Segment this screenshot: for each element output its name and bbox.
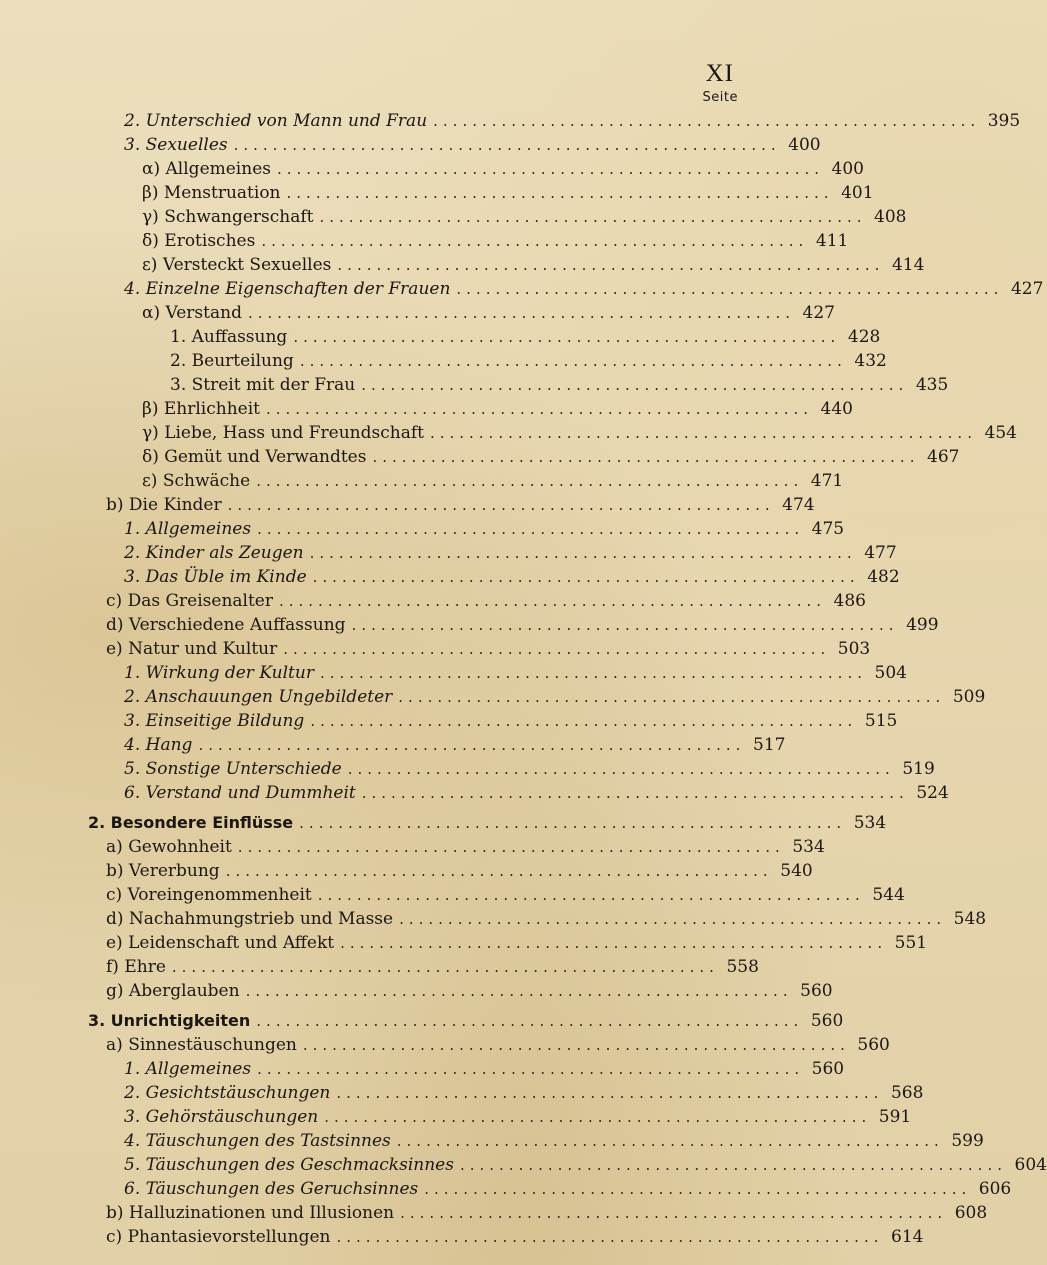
- leader-dots: ........................................................: [429, 424, 977, 442]
- toc-entry-page: 504: [874, 663, 907, 683]
- toc-entry-page: 540: [780, 861, 813, 881]
- leader-dots: ........................................................: [278, 592, 826, 610]
- toc-entry-number: c): [106, 1227, 123, 1247]
- toc-entry-number: 2.: [124, 1083, 141, 1103]
- toc-entry: [124, 566, 900, 588]
- toc-entry-page: 400: [831, 159, 864, 179]
- toc-entry: [124, 542, 897, 564]
- leader-dots: ........................................................: [233, 136, 781, 154]
- leader-dots: ........................................................: [319, 208, 867, 226]
- leader-dots: ........................................................: [293, 328, 841, 346]
- toc-entry-number: 2.: [124, 111, 141, 131]
- toc-entry-number: δ): [142, 231, 159, 251]
- toc-entry-number: δ): [142, 447, 159, 467]
- leader-dots: ........................................................: [324, 1108, 872, 1126]
- toc-entry-title: Voreingenommenheit: [127, 885, 312, 905]
- toc-entry-title: Natur und Kultur: [128, 639, 278, 659]
- toc-entry-title: Aberglauben: [128, 981, 240, 1001]
- toc-entry-page: 517: [753, 735, 786, 755]
- leader-dots: ........................................................: [372, 448, 920, 466]
- leader-dots: ........................................................: [265, 400, 813, 418]
- toc-entry-page: 544: [872, 885, 905, 905]
- toc-entry-title: Täuschungen des Geruchsinnes: [145, 1179, 419, 1199]
- seite-column-label: Seite: [702, 90, 738, 105]
- toc-entry: [124, 1178, 1012, 1200]
- toc-entry-number: 6.: [124, 783, 141, 803]
- toc-entry: [142, 398, 853, 420]
- toc-entry-page: 614: [891, 1227, 924, 1247]
- toc-entry: [124, 662, 907, 684]
- toc-entry: [106, 1202, 988, 1224]
- toc-entry-title: Phantasievorstellungen: [127, 1227, 331, 1247]
- toc-entry-page: 411: [815, 231, 849, 251]
- leader-dots: ........................................................: [319, 664, 867, 682]
- toc-entry: [124, 710, 898, 732]
- toc-entry-number: β): [142, 399, 159, 419]
- toc-entry-number: 3.: [124, 135, 141, 155]
- toc-entry-number: b): [106, 1203, 124, 1223]
- toc-entry-number: 4.: [124, 279, 141, 299]
- toc-entry-number: f): [106, 957, 119, 977]
- toc-entry-title: Schwäche: [162, 471, 251, 491]
- toc-entry: [106, 956, 759, 978]
- toc-entry-title: Ehre: [124, 957, 166, 977]
- leader-dots: ........................................................: [433, 112, 981, 130]
- toc-entry-page: 606: [978, 1179, 1012, 1199]
- leader-dots: ........................................................: [299, 814, 847, 832]
- toc-entry-number: e): [106, 933, 123, 953]
- toc-entry-page: 440: [820, 399, 853, 419]
- toc-entry-number: γ): [142, 207, 159, 227]
- leader-dots: ........................................................: [283, 640, 831, 658]
- leader-dots: ........................................................: [171, 958, 719, 976]
- toc-entry-title: Verstand und Dummheit: [145, 783, 356, 803]
- leader-dots: ........................................................: [261, 232, 809, 250]
- toc-entry-page: 551: [894, 933, 928, 953]
- toc-entry: [124, 1106, 912, 1128]
- toc-entry-title: Liebe, Hass und Freundschaft: [164, 423, 424, 443]
- toc-entry-page: 503: [837, 639, 871, 659]
- roman-page-number: XI: [705, 60, 734, 87]
- toc-entry: [142, 206, 907, 228]
- leader-dots: ........................................................: [456, 280, 1004, 298]
- toc-entry-title: Ehrlichheit: [163, 399, 260, 419]
- leader-dots: ........................................................: [257, 520, 805, 538]
- toc-entry: [106, 980, 833, 1002]
- leader-dots: ........................................................: [317, 886, 865, 904]
- leader-dots: ........................................................: [256, 1012, 804, 1030]
- toc-entry-page: 467: [927, 447, 960, 467]
- toc-entry-page: 534: [853, 813, 887, 833]
- leader-dots: ........................................................: [361, 376, 909, 394]
- leader-dots: ........................................................: [336, 1084, 884, 1102]
- toc-entry: [88, 1010, 844, 1032]
- toc-entry-title: Gesichtstäuschungen: [145, 1083, 331, 1103]
- toc-entry-number: ε): [142, 255, 158, 275]
- toc-entry-page: 435: [915, 375, 949, 395]
- toc-entry-number: 1.: [124, 1059, 141, 1079]
- toc-entry-page: 591: [878, 1107, 912, 1127]
- toc-entry-page: 599: [951, 1131, 984, 1151]
- toc-entry-title: Erotisches: [164, 231, 256, 251]
- toc-entry-title: Unterschied von Mann und Frau: [145, 111, 428, 131]
- toc-entry-number: 2.: [88, 813, 106, 832]
- toc-entry-page: 524: [916, 783, 949, 803]
- leader-dots: ........................................................: [424, 1180, 972, 1198]
- toc-entry-title: Gemüt und Verwandtes: [164, 447, 367, 467]
- leader-dots: ........................................................: [396, 1132, 944, 1150]
- toc-entry-page: 475: [811, 519, 845, 539]
- toc-entry-page: 482: [867, 567, 900, 587]
- toc-entry-number: 4.: [124, 1131, 141, 1151]
- leader-dots: ........................................................: [399, 910, 947, 928]
- toc-entry-title: Schwangerschaft: [164, 207, 314, 227]
- toc-entry-number: e): [106, 639, 123, 659]
- toc-entry-title: Vererbung: [128, 861, 220, 881]
- toc-entry-number: 5.: [124, 759, 141, 779]
- toc-entry-title: Sinnestäuschungen: [128, 1035, 297, 1055]
- toc-entry: [142, 158, 864, 180]
- toc-entry-page: 560: [800, 981, 833, 1001]
- toc-entry-page: 509: [952, 687, 986, 707]
- toc-entry-number: 5.: [124, 1155, 141, 1175]
- toc-entry: [142, 182, 874, 204]
- toc-entry: [170, 374, 949, 396]
- toc-entry-page: 499: [906, 615, 939, 635]
- toc-entry-title: Kinder als Zeugen: [145, 543, 304, 563]
- toc-entry-title: Beurteilung: [191, 351, 294, 371]
- toc-entry-number: g): [106, 981, 124, 1001]
- toc-entry: [124, 110, 1021, 132]
- toc-entry: [88, 812, 887, 834]
- toc-entry-number: d): [106, 615, 124, 635]
- leader-dots: ........................................................: [398, 688, 946, 706]
- toc-entry-page: 414: [891, 255, 925, 275]
- toc-entry-number: 3.: [124, 711, 141, 731]
- leader-dots: ........................................................: [347, 760, 895, 778]
- toc-entry-title: Einzelne Eigenschaften der Frauen: [145, 279, 451, 299]
- leader-dots: ........................................................: [351, 616, 899, 634]
- toc-entry-title: Die Kinder: [128, 495, 222, 515]
- leader-dots: ........................................................: [256, 472, 804, 490]
- toc-entry: [124, 734, 786, 756]
- leader-dots: ........................................................: [310, 712, 858, 730]
- toc-entry-number: 3.: [124, 567, 141, 587]
- leader-dots: ........................................................: [309, 544, 857, 562]
- toc-entry-page: 515: [864, 711, 898, 731]
- toc-entry-number: 2.: [124, 687, 141, 707]
- toc-entry-title: Das Üble im Kinde: [145, 567, 307, 587]
- toc-entry: [142, 254, 925, 276]
- leader-dots: ........................................................: [361, 784, 909, 802]
- toc-entry-title: Sonstige Unterschiede: [145, 759, 342, 779]
- toc-entry: [106, 614, 939, 636]
- toc-entry: [106, 494, 815, 516]
- toc-entry-title: Wirkung der Kultur: [145, 663, 314, 683]
- toc-entry: [124, 134, 821, 156]
- toc-entry-number: b): [106, 495, 124, 515]
- toc-entry-title: Versteckt Sexuelles: [162, 255, 332, 275]
- toc-entry-page: 427: [802, 303, 835, 323]
- toc-entry: [106, 860, 813, 882]
- leader-dots: ........................................................: [336, 1228, 884, 1246]
- toc-entry-number: 3.: [88, 1011, 106, 1030]
- toc-entry-number: c): [106, 885, 123, 905]
- toc-entry-page: 568: [890, 1083, 924, 1103]
- leader-dots: ........................................................: [312, 568, 860, 586]
- toc-entry-number: 2.: [170, 351, 187, 371]
- toc-entry: [142, 422, 1017, 444]
- toc-entry-page: 548: [953, 909, 987, 929]
- toc-entry-number: 6.: [124, 1179, 141, 1199]
- leader-dots: ........................................................: [340, 934, 888, 952]
- toc-entry-page: 428: [847, 327, 881, 347]
- toc-entry-number: α): [142, 303, 161, 323]
- toc-entry-title: Hang: [145, 735, 193, 755]
- toc-entry-title: Gehörstäuschungen: [145, 1107, 319, 1127]
- toc-entry-number: a): [106, 837, 123, 857]
- leader-dots: ........................................................: [237, 838, 785, 856]
- toc-entry: [124, 758, 935, 780]
- toc-entry: [106, 836, 825, 858]
- leader-dots: ........................................................: [337, 256, 885, 274]
- toc-entry: [106, 638, 871, 660]
- toc-entry-title: Allgemeines: [145, 1059, 252, 1079]
- toc-entry-title: Täuschungen des Tastsinnes: [145, 1131, 391, 1151]
- toc-entry: [142, 470, 844, 492]
- leader-dots: ........................................................: [459, 1156, 1007, 1174]
- toc-entry: [142, 230, 849, 252]
- toc-entry-page: 534: [792, 837, 825, 857]
- toc-entry-title: Täuschungen des Geschmacksinnes: [145, 1155, 454, 1175]
- toc-entry-number: 3.: [124, 1107, 141, 1127]
- toc-entry-page: 519: [902, 759, 935, 779]
- toc-entry: [170, 326, 881, 348]
- toc-entry: [142, 446, 960, 468]
- toc-entry-number: γ): [142, 423, 159, 443]
- toc-entry: [106, 932, 928, 954]
- toc-entry: [124, 1058, 845, 1080]
- toc-entry-title: Anschauungen Ungebildeter: [145, 687, 393, 707]
- toc-entry-number: c): [106, 591, 123, 611]
- toc-entry-page: 474: [782, 495, 815, 515]
- toc-entry-page: 432: [854, 351, 887, 371]
- leader-dots: ........................................................: [198, 736, 746, 754]
- leader-dots: ........................................................: [302, 1036, 850, 1054]
- toc-entry-number: 1.: [124, 519, 141, 539]
- toc-entry-title: Unrichtigkeiten: [110, 1011, 251, 1030]
- toc-entry: [124, 1154, 1047, 1176]
- toc-entry-title: Das Greisenalter: [127, 591, 273, 611]
- toc-entry-number: b): [106, 861, 124, 881]
- leader-dots: ........................................................: [257, 1060, 805, 1078]
- toc-entry-page: 454: [984, 423, 1017, 443]
- leader-dots: ........................................................: [400, 1204, 948, 1222]
- toc-entry-number: ε): [142, 471, 158, 491]
- toc-entry-page: 427: [1010, 279, 1044, 299]
- toc-entry-title: Allgemeines: [165, 159, 271, 179]
- toc-entry-title: Allgemeines: [145, 519, 252, 539]
- toc-entry-number: 3.: [170, 375, 187, 395]
- leader-dots: ........................................................: [286, 184, 834, 202]
- toc-entry: [106, 884, 905, 906]
- toc-entry: [170, 350, 887, 372]
- toc-entry-page: 560: [857, 1035, 890, 1055]
- leader-dots: ........................................................: [225, 862, 773, 880]
- toc-entry: [124, 518, 845, 540]
- leader-dots: ........................................................: [245, 982, 793, 1000]
- leader-dots: ........................................................: [276, 160, 824, 178]
- toc-entry-title: Verstand: [165, 303, 242, 323]
- leader-dots: ........................................................: [247, 304, 795, 322]
- toc-entry-title: Einseitige Bildung: [145, 711, 305, 731]
- toc-entry-title: Sexuelles: [145, 135, 228, 155]
- toc-entry-number: a): [106, 1035, 123, 1055]
- toc-entry-page: 401: [841, 183, 874, 203]
- toc-entry: [124, 1082, 924, 1104]
- toc-entry-page: 558: [726, 957, 759, 977]
- toc-entry-title: Leidenschaft und Affekt: [128, 933, 335, 953]
- toc-entry: [106, 1226, 924, 1248]
- toc-entry: [106, 590, 866, 612]
- toc-entry-number: β): [142, 183, 159, 203]
- toc-entry: [124, 1130, 984, 1152]
- toc-entry-title: Halluzinationen und Illusionen: [128, 1203, 395, 1223]
- toc-entry-number: α): [142, 159, 161, 179]
- toc-entry-number: 2.: [124, 543, 141, 563]
- toc-entry-title: Nachahmungstrieb und Masse: [128, 909, 394, 929]
- toc-entry-title: Streit mit der Frau: [191, 375, 356, 395]
- toc-entry-page: 477: [864, 543, 897, 563]
- toc-entry-number: d): [106, 909, 124, 929]
- leader-dots: ........................................................: [299, 352, 847, 370]
- toc-entry-title: Verschiedene Auffassung: [128, 615, 346, 635]
- toc-entry: [106, 908, 987, 930]
- toc-entry-title: Besondere Einflüsse: [110, 813, 294, 832]
- toc-entry-page: 560: [810, 1011, 844, 1031]
- toc-entry-page: 395: [987, 111, 1021, 131]
- toc-entry: [124, 782, 949, 804]
- toc-entry-page: 408: [874, 207, 907, 227]
- toc-entry-page: 400: [788, 135, 821, 155]
- toc-entry: [124, 686, 986, 708]
- toc-entry-page: 471: [810, 471, 844, 491]
- toc-entry-page: 560: [811, 1059, 845, 1079]
- toc-entry-title: Menstruation: [163, 183, 281, 203]
- toc-entry-page: 486: [833, 591, 866, 611]
- toc-entry: [124, 278, 1044, 300]
- toc-entry: [142, 302, 835, 324]
- toc-entry-number: 4.: [124, 735, 141, 755]
- toc-entry-title: Gewohnheit: [128, 837, 232, 857]
- toc-entry-number: 1.: [124, 663, 141, 683]
- toc-entry-title: Auffassung: [191, 327, 288, 347]
- toc-entry-page: 604: [1014, 1155, 1047, 1175]
- toc-entry-page: 608: [954, 1203, 988, 1223]
- leader-dots: ........................................................: [227, 496, 775, 514]
- toc-entry-number: 1.: [170, 327, 187, 347]
- toc-entry: [106, 1034, 890, 1056]
